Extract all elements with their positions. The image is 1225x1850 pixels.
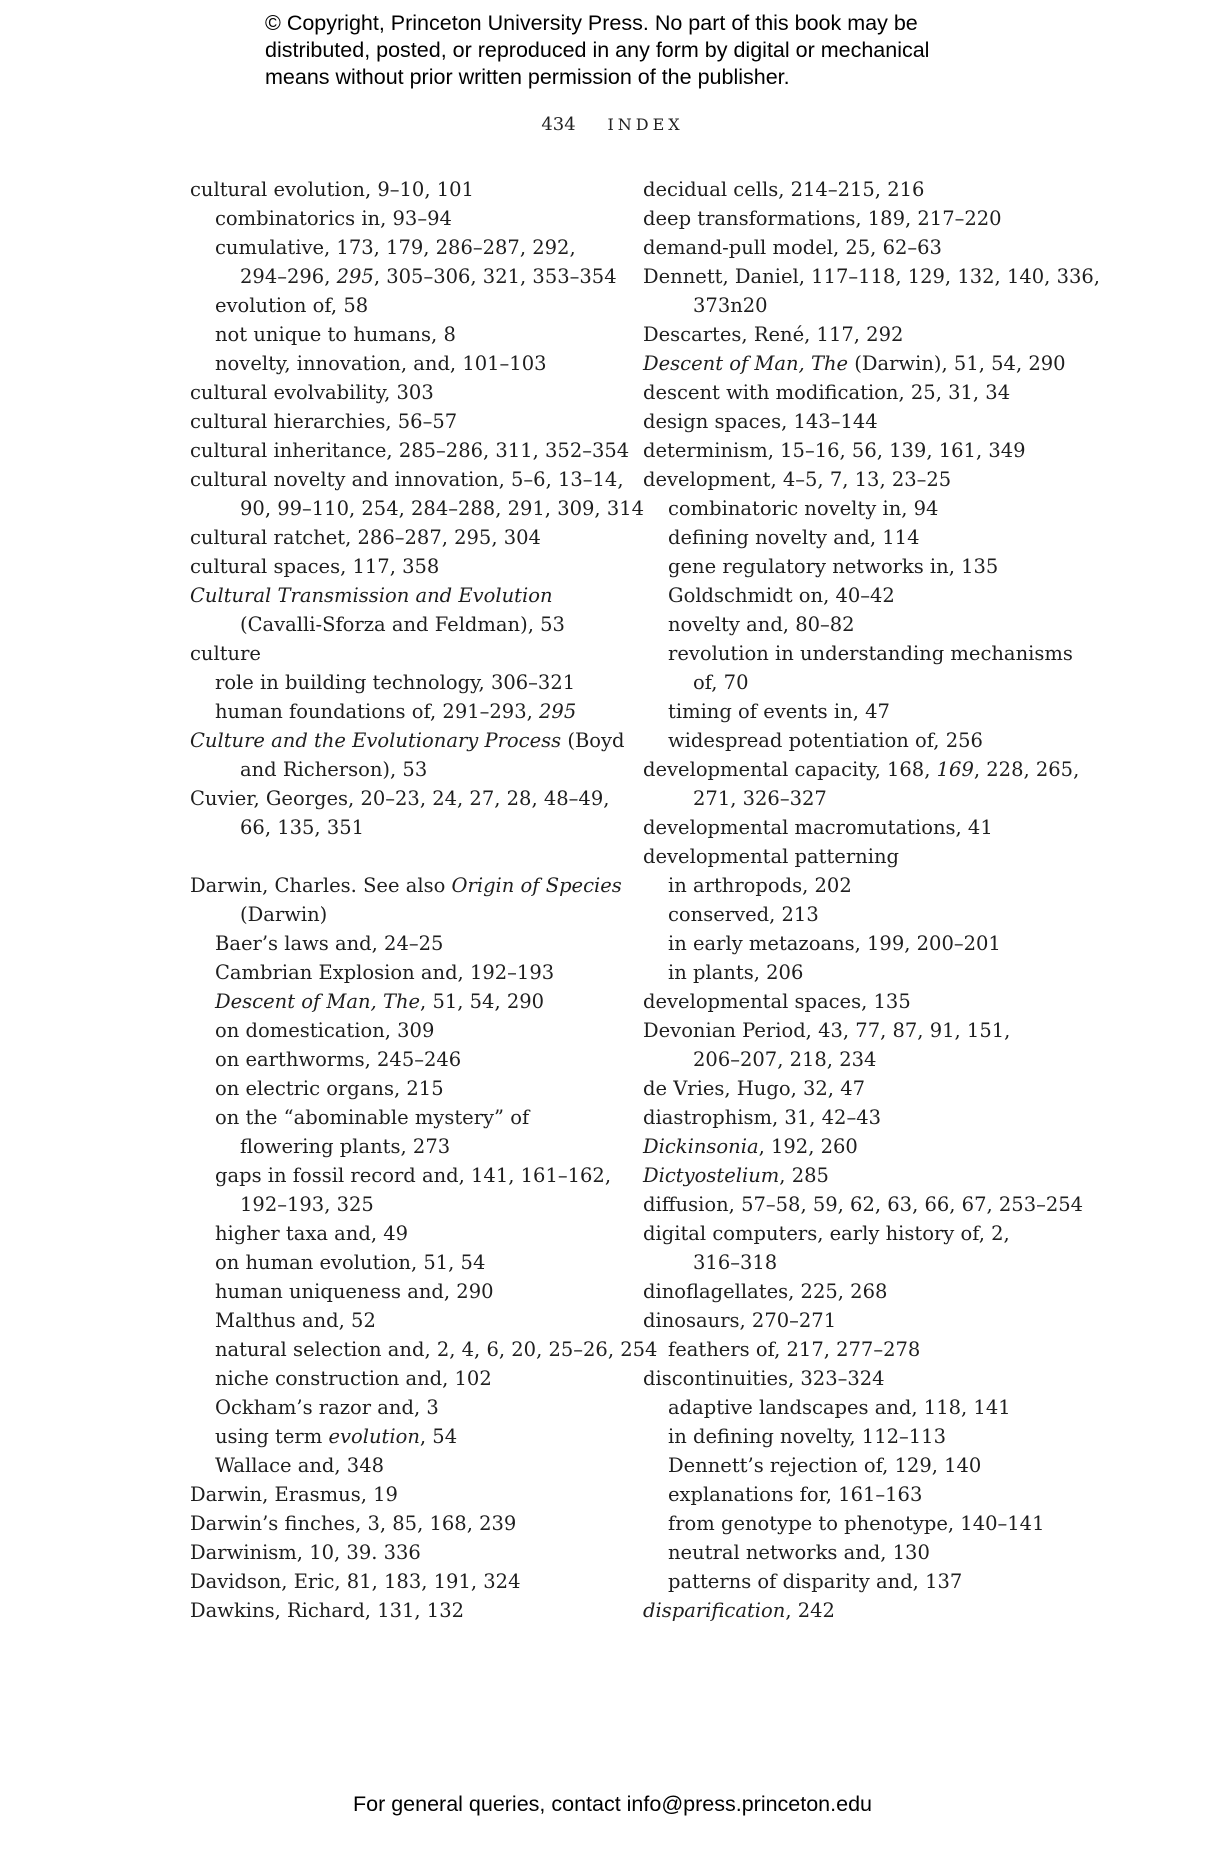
index-subentry: feathers of, 217, 277–278: [668, 1338, 921, 1361]
index-subentry: higher taxa and, 49: [215, 1222, 409, 1245]
index-entry: diastrophism, 31, 42–43: [643, 1106, 882, 1129]
index-entry: digital computers, early history of, 2,: [643, 1222, 1010, 1245]
index-entry: dinosaurs, 270–271: [643, 1309, 837, 1332]
index-entry: decidual cells, 214–215, 216: [643, 178, 925, 201]
index-entry: Dickinsonia, 192, 260: [643, 1135, 858, 1158]
index-entry-continuation: flowering plants, 273: [240, 1135, 451, 1158]
index-subentry: cumulative, 173, 179, 286–287, 292,: [215, 236, 576, 259]
index-entry: Darwin’s finches, 3, 85, 168, 239: [190, 1512, 517, 1535]
index-subentry: revolution in understanding mechanisms: [668, 642, 1073, 665]
index-subentry: in plants, 206: [668, 961, 804, 984]
index-entry-continuation: 316–318: [693, 1251, 778, 1274]
index-subentry: timing of events in, 47: [668, 700, 890, 723]
index-subentry: combinatoric novelty in, 94: [668, 497, 939, 520]
index-entry-continuation: of, 70: [693, 671, 749, 694]
index-entry: developmental spaces, 135: [643, 990, 911, 1013]
index-entry: cultural novelty and innovation, 5–6, 13–14,: [190, 468, 624, 491]
index-subentry: on electric organs, 215: [215, 1077, 444, 1100]
index-column-left: [190, 175, 658, 1625]
index-subentry: Descent of Man, The, 51, 54, 290: [215, 990, 545, 1013]
index-entry-continuation: 66, 135, 351: [240, 816, 365, 839]
footer-contact: For general queries, contact info@press.princeton.edu: [352, 1792, 872, 1816]
index-subentry: conserved, 213: [668, 903, 819, 926]
index-entry: Darwin, Charles. See also Origin of Species: [190, 874, 622, 897]
index-subentry: natural selection and, 2, 4, 6, 20, 25–26, 254: [215, 1338, 658, 1361]
index-subentry: from genotype to phenotype, 140–141: [668, 1512, 1045, 1535]
index-entry: developmental capacity, 168, 169, 228, 265,: [643, 758, 1080, 781]
index-subentry: defining novelty and, 114: [668, 526, 920, 549]
index-entry: cultural spaces, 117, 358: [190, 555, 440, 578]
index-subentry: in arthropods, 202: [668, 874, 852, 897]
copyright-line: means without prior written permission of the publisher.: [265, 65, 790, 89]
index-entry: cultural evolvability, 303: [190, 381, 434, 404]
index-entry: Davidson, Eric, 81, 183, 191, 324: [190, 1570, 521, 1593]
index-entry: discontinuities, 323–324: [643, 1367, 885, 1390]
index-entry: Descartes, René, 117, 292: [643, 323, 904, 346]
index-entry-continuation: and Richerson), 53: [240, 758, 428, 781]
index-subentry: patterns of disparity and, 137: [668, 1570, 963, 1593]
index-entry: Dictyostelium, 285: [643, 1164, 829, 1187]
index-entry-continuation: 90, 99–110, 254, 284–288, 291, 309, 314: [240, 497, 645, 520]
index-subentry: evolution of, 58: [215, 294, 369, 317]
running-head: [0, 114, 1225, 135]
index-entry: Cuvier, Georges, 20–23, 24, 27, 28, 48–49,: [190, 787, 610, 810]
index-entry: developmental macromutations, 41: [643, 816, 993, 839]
index-subentry: gaps in fossil record and, 141, 161–162,: [215, 1164, 612, 1187]
index-subentry: human foundations of, 291–293, 295: [215, 700, 577, 723]
index-entry-continuation: 373n20: [693, 294, 768, 317]
index-entry: dinoflagellates, 225, 268: [643, 1280, 888, 1303]
index-subentry: Baer’s laws and, 24–25: [215, 932, 444, 955]
index-subentry: niche construction and, 102: [215, 1367, 492, 1390]
index-entry-continuation: 192–193, 325: [240, 1193, 374, 1216]
index-subentry: on domestication, 309: [215, 1019, 435, 1042]
index-subentry: Goldschmidt on, 40–42: [668, 584, 895, 607]
index-entry: diffusion, 57–58, 59, 62, 63, 66, 67, 253–254: [643, 1193, 1084, 1216]
index-subentry: Dennett’s rejection of, 129, 140: [668, 1454, 982, 1477]
index-entry: cultural inheritance, 285–286, 311, 352–354: [190, 439, 630, 462]
index-entry: descent with modification, 25, 31, 34: [643, 381, 1011, 404]
index-subentry: on human evolution, 51, 54: [215, 1251, 486, 1274]
index-entry: cultural ratchet, 286–287, 295, 304: [190, 526, 541, 549]
index-subentry: gene regulatory networks in, 135: [668, 555, 999, 578]
index-subentry: novelty, innovation, and, 101–103: [215, 352, 547, 375]
index-subentry: role in building technology, 306–321: [215, 671, 576, 694]
index-entry: Dennett, Daniel, 117–118, 129, 132, 140, 336,: [643, 265, 1100, 288]
index-entry: Devonian Period, 43, 77, 87, 91, 151,: [643, 1019, 1011, 1042]
index-subentry: Malthus and, 52: [215, 1309, 376, 1332]
index-entry: Dawkins, Richard, 131, 132: [190, 1599, 465, 1622]
index-subentry: human uniqueness and, 290: [215, 1280, 494, 1303]
copyright-line: distributed, posted, or reproduced in any form by digital or mechanical: [265, 38, 930, 62]
index-section-gap: [190, 842, 630, 871]
index-subentry: Ockham’s razor and, 3: [215, 1396, 439, 1419]
index-subentry: Wallace and, 348: [215, 1454, 385, 1477]
index-subentry: novelty and, 80–82: [668, 613, 855, 636]
index-subentry: Cambrian Explosion and, 192–193: [215, 961, 555, 984]
index-subentry: neutral networks and, 130: [668, 1541, 930, 1564]
index-column-right: [643, 175, 1100, 1625]
index-entry-continuation: 271, 326–327: [693, 787, 827, 810]
index-entry-continuation: (Cavalli-Sforza and Feldman), 53: [240, 613, 565, 636]
index-entry: Darwinism, 10, 39. 336: [190, 1541, 421, 1564]
index-subentry: using term evolution, 54: [215, 1425, 458, 1448]
index-entry: design spaces, 143–144: [643, 410, 878, 433]
index-entry: deep transformations, 189, 217–220: [643, 207, 1002, 230]
index-subentry: widespread potentiation of, 256: [668, 729, 983, 752]
index-subentry: explanations for, 161–163: [668, 1483, 923, 1506]
index-subentry: combinatorics in, 93–94: [215, 207, 452, 230]
index-entry: cultural evolution, 9–10, 101: [190, 178, 474, 201]
page-title: INDEX: [607, 115, 684, 134]
index-entry: development, 4–5, 7, 13, 23–25: [643, 468, 952, 491]
index-entry-continuation: (Darwin): [240, 903, 328, 926]
index-entry: Cultural Transmission and Evolution: [190, 584, 553, 607]
index-subentry: on the “abominable mystery” of: [215, 1106, 530, 1129]
index-entry: Culture and the Evolutionary Process (Boyd: [190, 729, 625, 752]
index-entry: culture: [190, 642, 261, 665]
index-entry-continuation: 294–296, 295, 305–306, 321, 353–354: [240, 265, 617, 288]
index-entry: demand-pull model, 25, 62–63: [643, 236, 942, 259]
index-subentry: on earthworms, 245–246: [215, 1048, 462, 1071]
index-entry: cultural hierarchies, 56–57: [190, 410, 458, 433]
copyright-notice: [265, 10, 1025, 91]
index-subentry: adaptive landscapes and, 118, 141: [668, 1396, 1011, 1419]
index-entry: developmental patterning: [643, 845, 900, 868]
index-entry: Descent of Man, The (Darwin), 51, 54, 290: [643, 352, 1066, 375]
index-subentry: not unique to humans, 8: [215, 323, 456, 346]
copyright-line: © Copyright, Princeton University Press. No part of this book may be: [265, 11, 918, 35]
page-number: 434: [541, 114, 576, 135]
index-entry: disparification, 242: [643, 1599, 835, 1622]
index-entry: determinism, 15–16, 56, 139, 161, 349: [643, 439, 1026, 462]
index-entry: de Vries, Hugo, 32, 47: [643, 1077, 866, 1100]
index-subentry: in defining novelty, 112–113: [668, 1425, 946, 1448]
index-subentry: in early metazoans, 199, 200–201: [668, 932, 1001, 955]
index-entry: Darwin, Erasmus, 19: [190, 1483, 398, 1506]
index-entry-continuation: 206–207, 218, 234: [693, 1048, 877, 1071]
